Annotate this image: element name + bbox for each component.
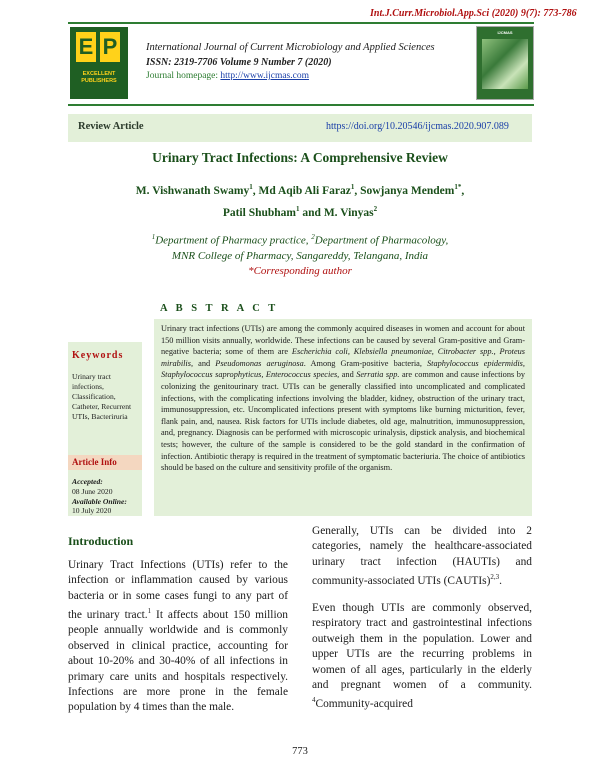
affil-2-num: 2: [311, 233, 315, 241]
author-1-affil: 1: [249, 183, 253, 191]
citation: 4: [312, 696, 316, 705]
author-sep: ,: [252, 184, 259, 197]
citation: 1: [147, 607, 152, 616]
homepage-label: Journal homepage:: [146, 71, 221, 81]
abstract-part: . Among Gram-positive bacteria,: [303, 358, 428, 368]
abstract-heading: A B S T R A C T: [160, 303, 279, 314]
journal-cover-image: [476, 26, 534, 100]
article-dates: [72, 477, 142, 516]
author-list: [68, 178, 532, 222]
affil-1-num: 1: [151, 233, 156, 241]
affiliations: [68, 230, 532, 279]
author-5-affil: 2: [373, 204, 378, 213]
abstract-species: Escherichia coli, Klebsiella pneumoniae, Citrobacter spp., Proteus mirabilis,: [161, 347, 526, 368]
online-label: Available Online:: [72, 496, 127, 506]
intro-text: It affects about 150 million people annually worldwide and is commonly observed in clinical practice, accounting for about 10-20% and 30-40% of all infections in primary care units and hospitals respectively. Infections are more prone in the female population by 4 times than the male.: [68, 609, 288, 714]
journal-reference: Int.J.Curr.Microbiol.App.Sci (2020) 9(7): 773-786: [370, 8, 577, 19]
logo-publisher-text: EXCELLENT PUBLISHERS: [81, 71, 117, 84]
keywords-list: Urinary tract infections, Classification, Catheter, Recurrent UTIs, Bacteriruria: [72, 372, 132, 421]
abstract-part: Urinary tract infections (UTIs) are among the commonly acquired diseases in women and account for about 150 million visits annually, worldwide. These infections can be caused by several Gram-positive and Gram-negative bacteria; some of them are: [161, 324, 525, 357]
intro-right-paragraph-1: [312, 524, 532, 589]
author-2: Md Aqib Ali Faraz: [258, 184, 351, 197]
affil-2: Department of Pharmacology,: [314, 234, 449, 247]
intro-right-paragraph-2: [312, 601, 532, 713]
journal-title: International Journal of Current Microbiology and Applied Sciences: [146, 42, 435, 53]
abstract-part: and: [339, 370, 357, 380]
article-type-label: Review Article: [78, 121, 144, 132]
corresponding-mark: *: [457, 183, 462, 191]
affil-college: MNR College of Pharmacy, Sangareddy, Telangana, India: [171, 249, 429, 262]
intro-left-column: [68, 558, 288, 716]
intro-text: Urinary Tract Infections (UTIs) refer to the infection or inflammation caused by various bacteria or in some cases fungi to any part of the urinary tract.: [68, 559, 288, 622]
introduction-heading: Introduction: [68, 534, 134, 548]
logo-letter-p: P: [100, 32, 120, 62]
accepted-label: Accepted:: [72, 477, 103, 486]
keywords-heading: Keywords: [72, 350, 124, 361]
author-1: M. Vishwanath Swamy: [135, 184, 250, 197]
paper-title: Urinary Tract Infections: A Comprehensive Review: [152, 150, 448, 165]
affil-1: Department of Pharmacy practice,: [155, 234, 312, 247]
author-and: and: [299, 206, 324, 219]
corresponding-author-note: *Corresponding author: [248, 264, 352, 277]
accepted-date: 08 June 2020: [72, 486, 113, 496]
abstract-body: [161, 323, 525, 474]
abstract-part: and: [193, 358, 216, 368]
author-sep: ,: [461, 184, 465, 197]
abstract-species: Pseudomonas aeruginosa: [215, 358, 304, 368]
author-5: M. Vinyas: [323, 206, 374, 219]
doi-link[interactable]: https://doi.org/10.20546/ijcmas.2020.907.089: [326, 121, 509, 132]
abstract-species: Staphylococcus epidermidis, Staphylococcus saprophyticus, Enterococcus species,: [161, 358, 525, 380]
homepage-link[interactable]: http://www.ijcmas.com: [220, 71, 309, 81]
citation: 2,3: [490, 573, 500, 582]
intro-text: Generally, UTIs can be divided into 2 categories, namely the healthcare-associated urinary tract infection (HAUTIs) and community-associated UTIs (CAUTIs): [312, 525, 532, 588]
intro-text: Even though UTIs are commonly observed, respiratory tract and gastrointestinal infections outweigh them in the population. Lower and upper UTIs are the recurring problems in women of all ages, particularly in the elderly and pregnant women of a community.: [312, 602, 532, 692]
author-4-affil: 1: [296, 204, 300, 213]
logo-letter-e: E: [76, 32, 96, 62]
author-4: Patil Shubham: [222, 206, 297, 219]
author-2-affil: 1: [350, 183, 355, 191]
intro-text: Community-acquired: [315, 698, 413, 711]
publisher-logo: [70, 27, 128, 99]
page-number: 773: [292, 746, 308, 757]
journal-issn: ISSN: 2319-7706 Volume 9 Number 7 (2020): [146, 57, 332, 68]
abstract-part: are common and cause infections by colonizing the genitourinary tract. UTIs can be generally classified into uncomplicated and complicated infections, with the complicating infections involving the bladder, kidney, obstruction of the urinary tract, immunosuppression, etc. Uncomplicated infections present with symptoms like burning micturition, fever, flank pain, and, nausea. Risk factors for UTIs include diabetes, old age, malnutrition, immunosuppression, and, pregnancy. Diagnosis can be performed with microscopic urinalysis, dipstick analysis, and biochemical tests; however, the culture of the sample is considered to be the gold standard in the confirmation of infection. Antibiotic therapy is required in the treatment of symptomatic bacteriuria. The choice of antibiotics should be based on the culture and sensitivity profile of the organism.: [161, 370, 525, 473]
journal-homepage: [146, 71, 309, 81]
cover-photo: [482, 39, 528, 89]
author-3: Sowjanya Mendem: [360, 184, 455, 197]
author-3-affil-num: 1: [454, 183, 458, 191]
intro-text: .: [499, 575, 503, 588]
article-info-heading: Article Info: [72, 457, 117, 467]
cover-title: IJCMAS: [497, 30, 513, 35]
author-sep: ,: [354, 184, 361, 197]
online-date: 10 July 2020: [72, 506, 112, 516]
abstract-species: Serratia spp.: [356, 370, 400, 380]
